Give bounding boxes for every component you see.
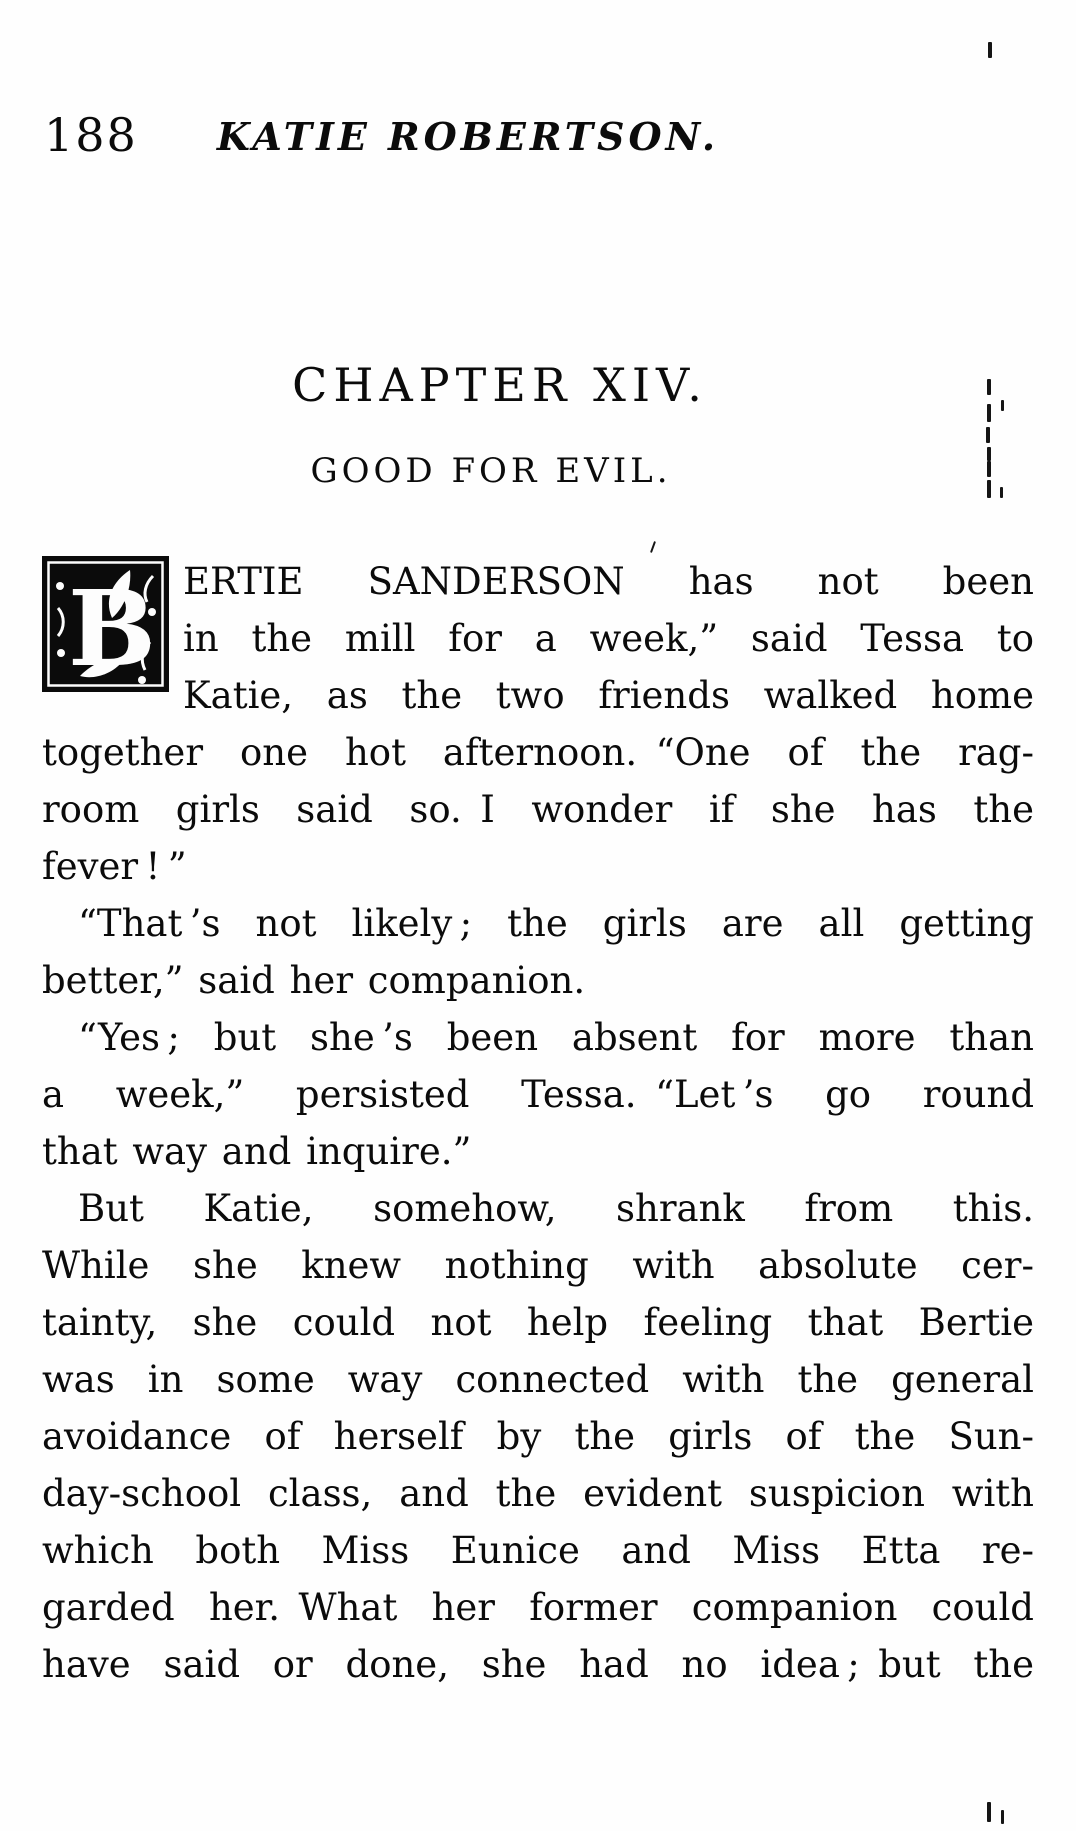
text-line: ERTIE SANDERSON has not been bbox=[183, 560, 1034, 603]
text-line: day-school class, and the evident suspicion with bbox=[42, 1472, 1034, 1515]
drop-cap-initial bbox=[42, 556, 169, 692]
page-body bbox=[42, 553, 1034, 1693]
text-line: was in some way connected with the general bbox=[42, 1358, 1034, 1401]
chapter-subtitle: GOOD FOR EVIL. bbox=[310, 451, 672, 491]
text-line: better,” said her companion. bbox=[42, 959, 586, 1002]
scan-artifact bbox=[1001, 1810, 1004, 1824]
scan-artifact bbox=[987, 447, 991, 461]
scan-artifact bbox=[650, 541, 656, 553]
text-line: that way and inquire.” bbox=[42, 1130, 472, 1173]
paragraph bbox=[42, 895, 1034, 1009]
scan-artifact bbox=[1001, 400, 1004, 411]
chapter-heading: CHAPTER XIV. bbox=[292, 358, 708, 412]
text-line: garded her. What her former companion could bbox=[42, 1586, 1034, 1629]
scan-artifact bbox=[987, 1802, 991, 1822]
text-line: But Katie, somehow, shrank from this. bbox=[78, 1187, 1034, 1230]
text-line: have said or done, she had no idea ; but the bbox=[42, 1643, 1034, 1686]
scan-artifact bbox=[987, 404, 991, 422]
drop-cap-letter: B bbox=[68, 567, 156, 690]
text-line: which both Miss Eunice and Miss Etta re- bbox=[42, 1529, 1034, 1572]
text-line: Katie, as the two friends walked home bbox=[183, 674, 1034, 717]
running-title: KATIE ROBERTSON. bbox=[216, 114, 720, 159]
paragraph bbox=[42, 1180, 1034, 1693]
text-line: in the mill for a week,” said Tessa to bbox=[183, 617, 1034, 660]
scan-artifact bbox=[986, 427, 990, 443]
scan-artifact bbox=[987, 480, 991, 498]
scan-artifact bbox=[1000, 487, 1003, 498]
text-line: fever ! ” bbox=[42, 845, 187, 888]
body-text bbox=[42, 553, 1034, 1693]
text-line: room girls said so. I wonder if she has the bbox=[42, 788, 1034, 831]
text-line: avoidance of herself by the girls of the Sun- bbox=[42, 1415, 1034, 1458]
text-line: together one hot afternoon. “One of the rag- bbox=[42, 731, 1034, 774]
page-number: 188 bbox=[44, 108, 138, 162]
text-line: “Yes ; but she ’s been absent for more than bbox=[78, 1016, 1034, 1059]
text-line: While she knew nothing with absolute cer- bbox=[42, 1244, 1034, 1287]
text-line: a week,” persisted Tessa. “Let ’s go round bbox=[42, 1073, 1034, 1116]
paragraph bbox=[42, 1009, 1034, 1180]
scan-artifact bbox=[988, 42, 992, 58]
scan-artifact bbox=[987, 379, 991, 395]
scan-artifact bbox=[987, 461, 991, 477]
text-line: “That ’s not likely ; the girls are all getting bbox=[78, 902, 1034, 945]
text-line: tainty, she could not help feeling that Bertie bbox=[42, 1301, 1034, 1344]
paragraph bbox=[42, 553, 1034, 895]
ornate-initial-icon bbox=[42, 556, 169, 692]
